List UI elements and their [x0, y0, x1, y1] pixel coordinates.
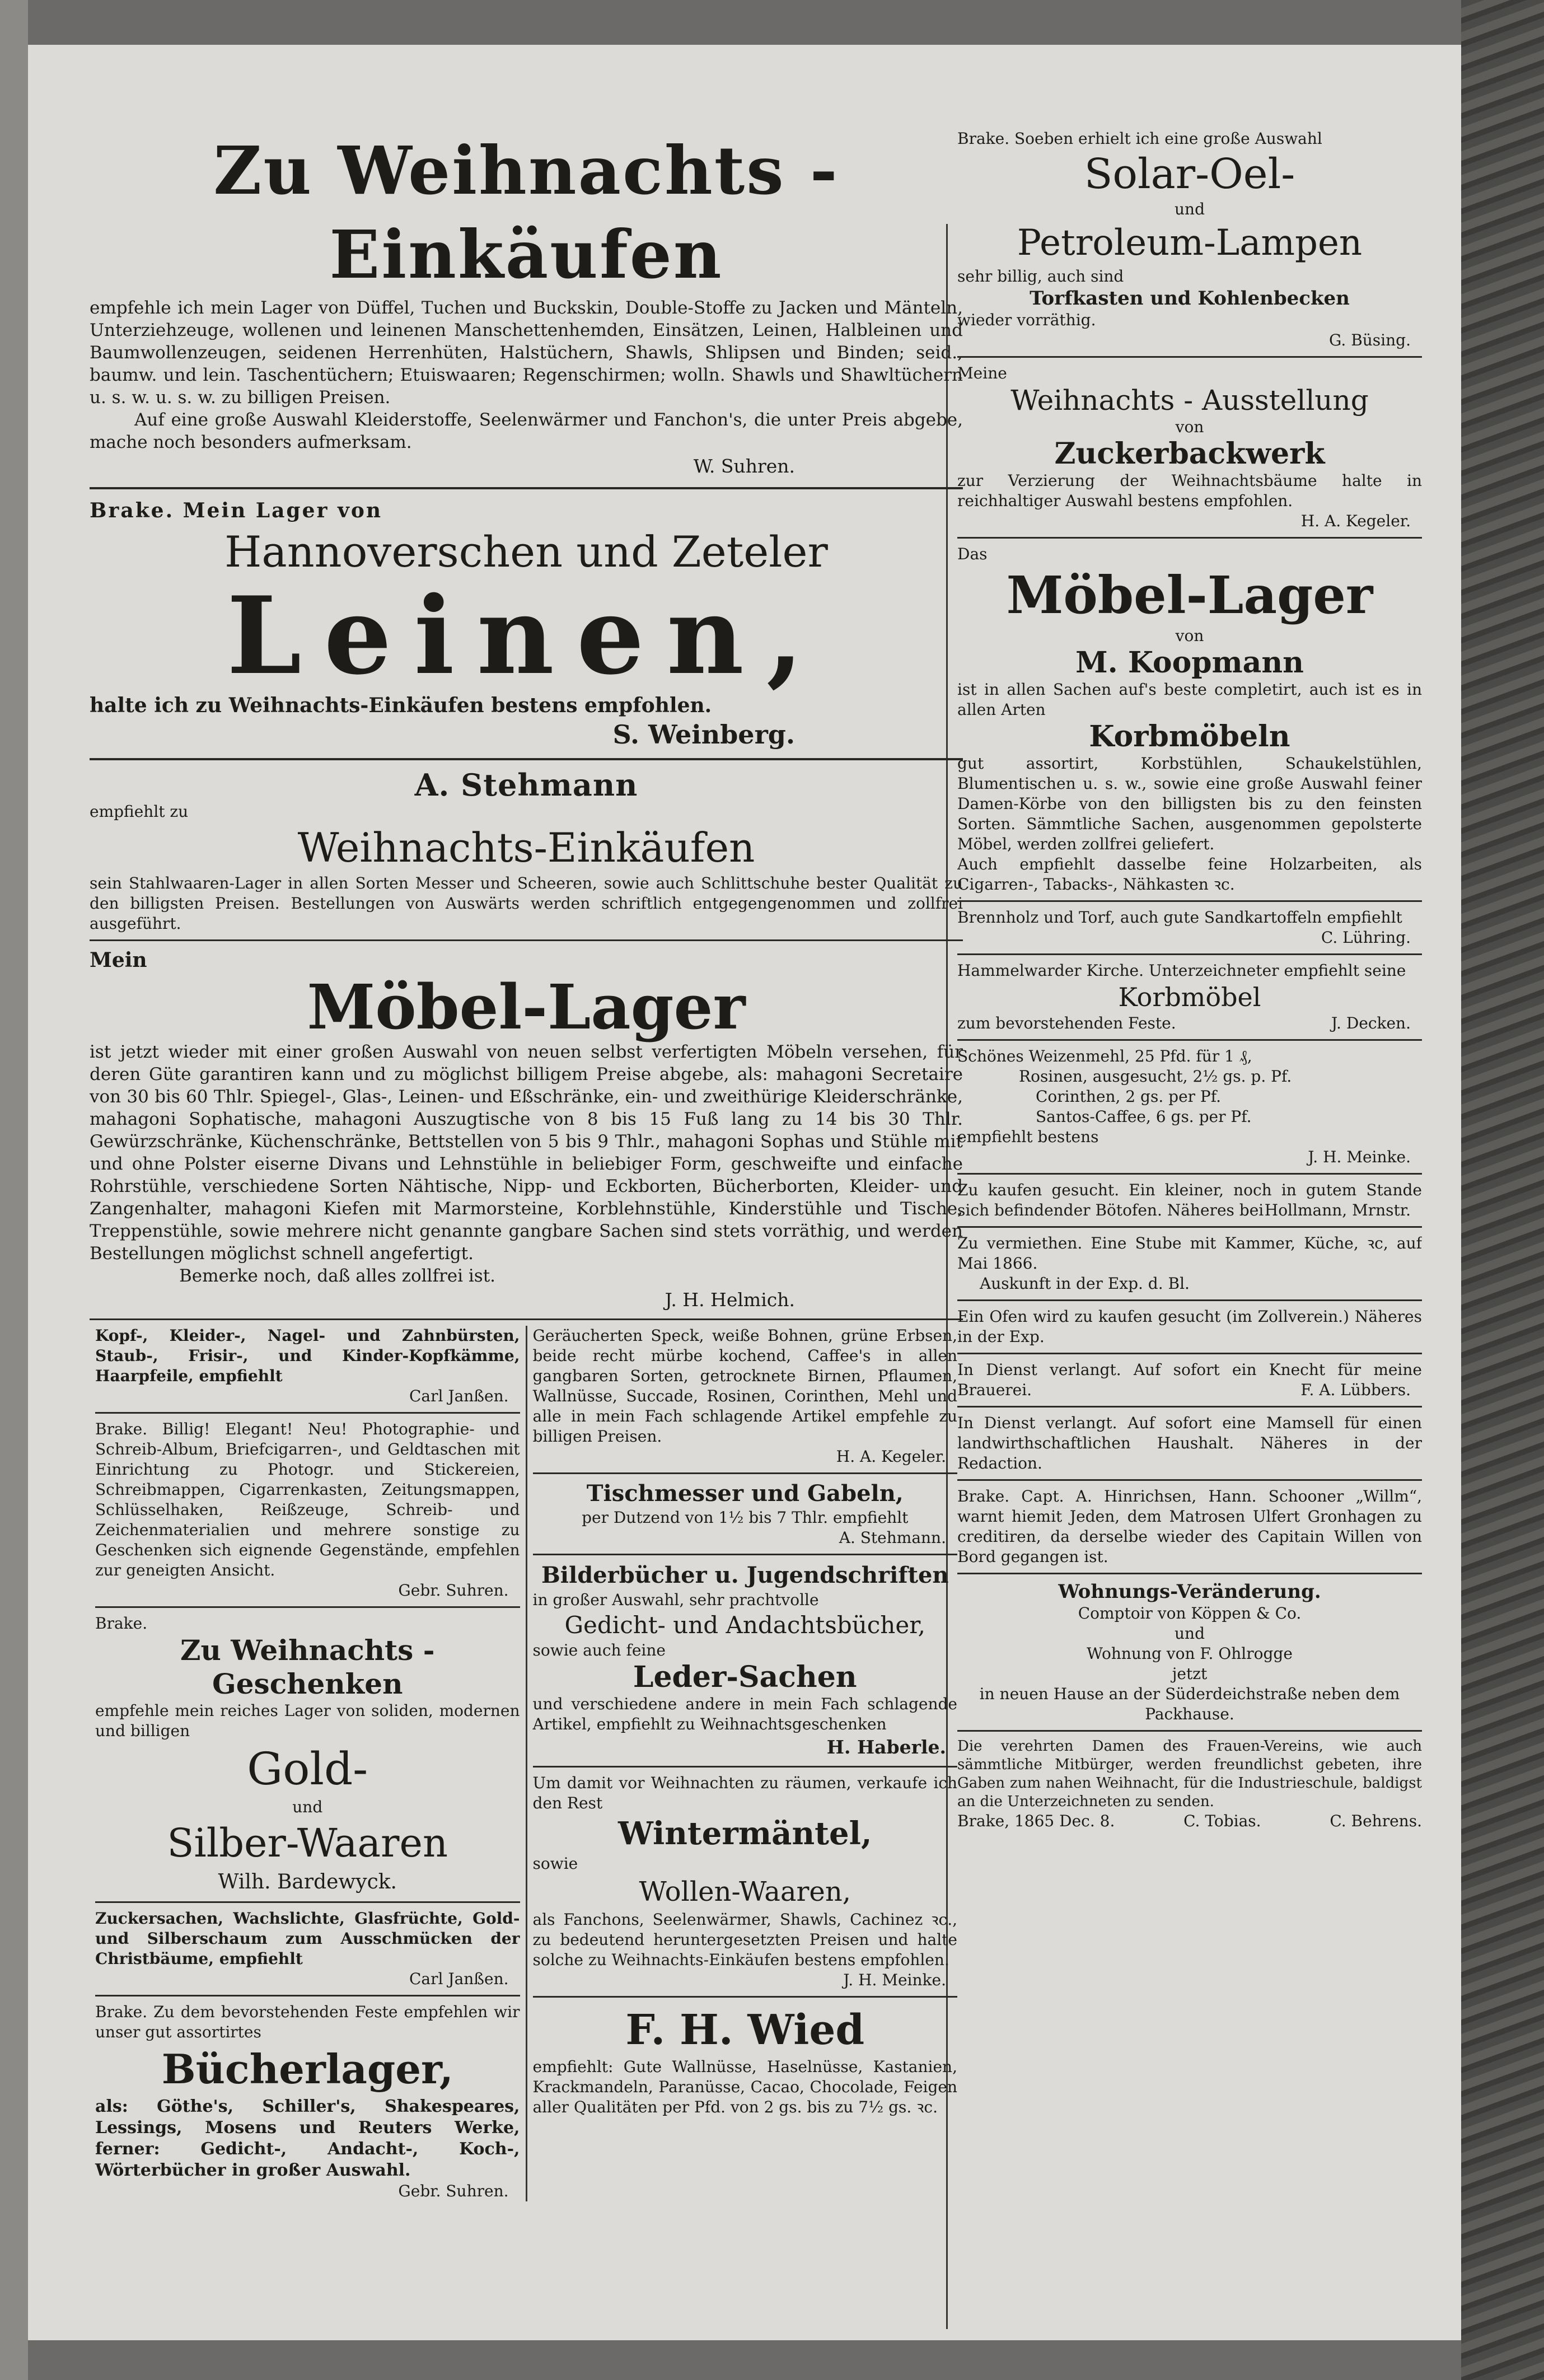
ad-christbaum — [95, 1909, 520, 1989]
ad-line-2: Wohnung von F. Ohlrogge — [1087, 1644, 1293, 1663]
divider — [957, 1406, 1422, 1408]
ad-signature: C. Lühring. — [1321, 928, 1411, 947]
ad-weizenmehl — [957, 1046, 1422, 1167]
ad-stehmann — [90, 768, 963, 934]
ad-body: in neuen Hause an der Süderdeichstraße neben dem Packhause. — [979, 1685, 1400, 1723]
ad-body: Brennholz und Torf, auch gute Sandkartoffeln empfiehlt — [957, 908, 1402, 927]
ad-heading: Korbmöbel — [1118, 982, 1261, 1012]
ad-body: per Dutzend von 1½ bis 7 Thlr. empfiehlt — [582, 1508, 909, 1527]
ad-body: In Dienst verlangt. Auf sofort eine Mamsell für einen landwirthschaftlichen Haushalt. Näheres in der Redaction. — [957, 1414, 1422, 1472]
ad-warnung — [957, 1486, 1422, 1567]
ad-wohnung — [957, 1580, 1422, 1724]
ad-body: empfiehlt: Gute Wallnüsse, Haselnüsse, Kastanien, Krackmandeln, Paranüsse, Cacao, Chocolade, Feigen aller Qualitäten per Pfd. von 2 gs. bis zu 7½ gs. ꝛc. — [532, 2058, 957, 2116]
right-column — [957, 129, 1422, 2301]
ad-signature: Carl Janßen. — [409, 1970, 509, 1988]
ad-body: Die verehrten Damen des Frauen-Vereins, wie auch sämmtliche Mitbürger, werden freundlichst gebeten, ihre Gaben zum nahen Weihnacht, für die Industrieschule, baldigst an die Unterzeichneten zu senden. — [957, 1738, 1422, 1810]
ad-frauen-verein — [957, 1737, 1422, 1831]
ad-und: und — [1175, 1624, 1205, 1643]
ad-name: M. Koopmann — [1075, 646, 1304, 680]
ad-wintermaentel — [533, 1773, 958, 1990]
ad-name: A. Stehmann — [414, 767, 638, 803]
ad-body-2: zum bevorstehenden Feste. — [957, 1014, 1176, 1032]
ad-signature-1: C. Tobias. — [1183, 1812, 1261, 1830]
ad-heading-2: Korbmöbeln — [1089, 719, 1290, 754]
ad-signature: Hollmann, Mrnstr. — [1264, 1201, 1411, 1219]
ad-jetzt: jetzt — [1172, 1664, 1208, 1683]
newspaper-page — [28, 45, 1461, 2340]
ad-title: Zu Weihnachts - Einkäufen — [213, 132, 839, 293]
ad-signature: S. Weinberg. — [612, 719, 795, 750]
ad-bilderbuecher — [533, 1561, 958, 1760]
ad-body: Kopf-, Kleider-, Nagel- und Zahnbürsten, Staub-, Frisir-, und Kinder-Kopfkämme, Haarpfeile, empfiehlt — [95, 1326, 520, 1385]
ad-body: Brake. Zu dem bevorstehenden Feste empfehlen wir unser gut assortirtes — [95, 2003, 520, 2041]
ad-intro: Meine — [957, 364, 1007, 382]
divider — [95, 1606, 520, 1608]
ad-knecht — [957, 1360, 1422, 1400]
ad-signature: Gebr. Suhren. — [398, 1581, 509, 1600]
ad-footer — [957, 1811, 1422, 1831]
divider — [90, 939, 963, 941]
ad-signature: W. Suhren. — [693, 455, 795, 477]
ad-heading-2: Zuckerbackwerk — [1054, 437, 1325, 471]
ad-big-word: Leinen, — [227, 573, 826, 698]
ad-brennholz — [957, 908, 1422, 948]
ad-line-2: Rosinen, ausgesucht, 2½ gs. p. Pf. — [1019, 1067, 1292, 1086]
ad-signature: Carl Janßen. — [409, 1387, 509, 1405]
ad-wied — [533, 2003, 958, 2117]
ad-signature: J. H. Helmich. — [665, 1289, 795, 1311]
divider — [95, 1995, 520, 1996]
divider — [957, 1299, 1422, 1301]
ad-intro: empfiehlt zu — [90, 802, 189, 821]
ad-intro: Mein — [90, 948, 147, 972]
ad-kolonialwaren — [533, 1326, 958, 1467]
divider — [533, 1766, 958, 1768]
ad-signature: F. A. Lübbers. — [1300, 1381, 1411, 1399]
ad-signature: G. Büsing. — [1329, 331, 1411, 349]
ad-lampen — [957, 129, 1422, 350]
divider — [533, 1472, 958, 1474]
ad-body: zur Verzierung der Weihnachtsbäume halte in reichhaltiger Auswahl bestens empfohlen. — [957, 471, 1422, 510]
ad-helmich-moebel — [90, 947, 963, 1313]
ad-heading: Zu Weihnachts -Geschenken — [180, 1634, 435, 1700]
ad-body-2: als Fanchons, Seelenwärmer, Shawls, Cachinez ꝛc., zu bedeutend heruntergesetzten Preisen und halte solche zu Weihnachts-Einkäufen bestens empfohlen. — [532, 1910, 957, 1969]
ad-signature: J. H. Meinke. — [843, 1971, 946, 1989]
small-ads-right — [526, 1326, 963, 2201]
ad-intro: Brake. Mein Lager von — [90, 499, 383, 522]
ad-weihnachts-einkaeufen — [90, 129, 963, 479]
ad-body: Ein Ofen wird zu kaufen gesucht (im Zollverein.) Näheres in der Exp. — [957, 1307, 1422, 1346]
ad-body: sein Stahlwaaren-Lager in allen Sorten Messer und Scheeren, sowie auch Schlittschuhe bester Qualität zu den billigsten Preisen. Bestellungen von Auswärts werden schriftlich entgegengenommen und zollfrei ausgeführt. — [90, 874, 963, 933]
ad-body: ist jetzt wieder mit einer großen Auswahl von neuen selbst verfertigten Möbeln versehen, für deren Güte garantiren kann und zu möglichst billigem Preise abgebe, als: mahagoni Secretaire von 30 bis 60 Thlr. Spiegel-, Glas-, Leinen- und Eßschränke, ein- und zweithürige Kleiderschränke, mahagoni Sophatische, mahagoni Auszugtische von 8 bis 15 Fuß lang zu 14 bis 30 Thlr. Gewürzschränke, Küchenschränke, Bettstellen von 5 bis 9 Thlr., mahagoni Sophas und Stühle mit und ohne Polster eiserne Divans und Lehnstühle in beliebiger Form, geschweifte und einfache Rohrstühle, verschiedene Sorten Nähtische, Nipp- und Eckborten, Bücherborten, Kleider- und Zangenhalter, mahagoni Kiefen mit Marmorsteine, Korblehnstühle, Kinderstühle und Tische, Treppenstühle, sowie mehrere nicht genannte gangbare Sachen sind stets vorräthig, und werden Bestellungen möglichst schnell angefertigt. — [90, 1042, 963, 1264]
ad-date: Brake, 1865 Dec. 8. — [957, 1812, 1115, 1830]
divider — [533, 1554, 958, 1555]
ad-signature: Wilh. Bardewyck. — [218, 1871, 397, 1893]
ad-album — [95, 1419, 520, 1601]
ad-line-3: Corinthen, 2 gs. per Pf. — [1036, 1087, 1222, 1106]
ad-body: Zuckersachen, Wachslichte, Glasfrüchte, Gold- und Silberschaum zum Ausschmücken der Christbäume, empfiehlt — [95, 1909, 520, 1968]
divider — [95, 1412, 520, 1414]
divider — [957, 1353, 1422, 1354]
ad-heading-2: Wollen-Waaren, — [639, 1876, 851, 1907]
ad-body: sehr billig, auch sind — [957, 267, 1124, 286]
ad-body: halte ich zu Weihnachts-Einkäufen bestens empfohlen. — [90, 694, 712, 717]
ad-line-1: Comptoir von Köppen & Co. — [1078, 1604, 1302, 1622]
ad-heading: Möbel-Lager — [1006, 565, 1373, 625]
ad-body-2: wieder vorräthig. — [957, 311, 1096, 329]
ad-buersten — [95, 1326, 520, 1406]
divider — [90, 758, 963, 760]
divider — [957, 900, 1422, 902]
ad-von: von — [1175, 418, 1204, 436]
divider — [957, 1039, 1422, 1041]
ad-ofen — [957, 1307, 1422, 1347]
divider — [90, 487, 963, 489]
ad-line-1: Schönes Weizenmehl, 25 Pfd. für 1 ₰, — [957, 1047, 1252, 1065]
ad-zu-kaufen-gesucht — [957, 1180, 1422, 1221]
ad-line-4: Santos-Caffee, 6 gs. per Pf. — [1036, 1107, 1252, 1126]
ad-body: Hammelwarder Kirche. Unterzeichneter empfiehlt seine — [957, 961, 1406, 980]
ad-sowie: sowie — [532, 1854, 578, 1873]
ad-heading: Bücherlager, — [161, 2045, 453, 2093]
ad-body-2: gut assortirt, Korbstühlen, Schaukelstühlen, Blumentischen u. s. w., sowie eine große Auswahl feiner Damen-Körbe von den billigsten bis zu den feinsten Sorten. Sämmtliche Sachen, ausgenommen gepolsterte Möbel, werden zollfrei geliefert. — [957, 754, 1422, 853]
ad-heading: Wohnungs-Veränderung. — [1058, 1581, 1321, 1603]
ad-intro: Das — [957, 545, 988, 563]
ad-und: und — [1175, 200, 1205, 218]
ad-von: von — [1175, 626, 1204, 645]
ad-signature: J. H. Meinke. — [1308, 1148, 1411, 1166]
ad-subheading: Gedicht- und Andachtsbücher, — [564, 1611, 926, 1639]
divider — [957, 1479, 1422, 1481]
ad-heading: Hannoverschen und Zeteler — [224, 527, 828, 577]
small-ads-grid — [90, 1326, 963, 2201]
ad-heading: Weihnachts-Einkäufen — [297, 824, 755, 871]
divider — [957, 356, 1422, 358]
ad-heading: Bilderbücher u. Jugendschriften — [541, 1562, 949, 1588]
divider — [957, 1573, 1422, 1574]
ad-mamsell — [957, 1413, 1422, 1474]
ad-signature: H. A. Kegeler. — [1300, 512, 1411, 530]
ad-signature: A. Stehmann. — [839, 1528, 946, 1547]
ad-body: Zu vermiethen. Eine Stube mit Kammer, Küche, ꝛc, auf Mai 1866. — [957, 1234, 1422, 1273]
divider — [533, 1996, 958, 1998]
divider — [95, 1901, 520, 1903]
ad-zuckerbackwerk — [957, 363, 1422, 531]
ad-body: Zu kaufen gesucht. Ein kleiner, noch in gutem Stande sich befindender Bötofen. Näheres bei — [957, 1181, 1422, 1219]
ad-body-2: als: Göthe's, Schiller's, Shakespeares, Lessings, Mosens und Reuters Werke, ferner: Gedicht-, Andacht-, Koch-, Wörterbücher in großer Auswahl. — [95, 2097, 520, 2180]
divider — [90, 1318, 963, 1320]
ad-note: Bemerke noch, daß alles zollfrei ist. — [179, 1266, 496, 1286]
ad-heading: Wintermäntel, — [618, 1815, 872, 1852]
ad-body: Um damit vor Weihnachten zu räumen, verkaufe ich den Rest — [532, 1774, 957, 1812]
left-column — [90, 129, 963, 2301]
ad-heading: Möbel-Lager — [307, 971, 746, 1043]
ad-body: empfehle ich mein Lager von Düffel, Tuchen und Buckskin, Double-Stoffe zu Jacken und Mänteln, Unterziehzeuge, wollenen und leinenen Manschettenhemden, Einsätzen, Leinen, Halbleinen und Baumwollenzeugen, seidenen Herrenhüten, Halstüchern, Shawls, Shlipsen und Binden; seid., baumw. und lein. Taschentüchern; Etuiswaaren; Regenschirmen; wolln. Shawls und Shawltüchern u. s. w. u. s. w. zu billigen Preisen. — [90, 298, 963, 408]
ad-bold: Torfkasten und Kohlenbecken — [1030, 287, 1350, 310]
ad-body: Geräucherten Speck, weiße Bohnen, grüne Erbsen, beide recht mürbe kochend, Caffee's in allen gangbaren Sorten, getrocknete Birnen, Pflaumen, Wallnüsse, Succade, Rosinen, Corinthen, Mehl und alle in mein Fach schlagende Artikel empfehle zu billigen Preisen. — [532, 1326, 957, 1446]
divider — [957, 1730, 1422, 1732]
divider — [957, 537, 1422, 539]
ad-signature-2: C. Behrens. — [1330, 1812, 1422, 1830]
ad-intro: Brake. — [95, 1614, 148, 1633]
ad-buecherlager — [95, 2002, 520, 2201]
ad-signature: H. A. Kegeler. — [836, 1447, 946, 1466]
ad-heading: Solar-Oel- — [1084, 150, 1295, 198]
ad-heading: Weihnachts - Ausstellung — [1010, 384, 1369, 417]
ad-intro: Brake. Soeben erhielt ich eine große Auswahl — [957, 129, 1322, 148]
ad-body-3: Auch empfiehlt dasselbe feine Holzarbeiten, als Cigarren-, Tabacks-, Nähkasten ꝛc. — [957, 855, 1422, 894]
ad-koopmann — [957, 544, 1422, 895]
ad-signature: Gebr. Suhren. — [398, 2182, 509, 2200]
ad-silber: Silber-Waaren — [167, 1820, 448, 1866]
ad-gold: Gold- — [247, 1743, 368, 1795]
ad-heading: Tischmesser und Gabeln, — [586, 1480, 904, 1507]
ad-body-2: Auf eine große Auswahl Kleiderstoffe, Seelenwärmer und Fanchon's, die unter Preis abgebe, mache noch besonders aufmerksam. — [90, 410, 963, 452]
ad-heading-2: Leder-Sachen — [633, 1660, 857, 1694]
ad-und: und — [292, 1798, 323, 1816]
ad-heading: F. H. Wied — [625, 2006, 865, 2054]
ad-heading-2: Petroleum-Lampen — [1017, 222, 1363, 264]
ad-signature: J. Decken. — [1331, 1014, 1411, 1032]
ad-body: ist in allen Sachen auf's beste completirt, auch ist es in allen Arten — [957, 680, 1422, 719]
ad-body-2: sowie auch feine — [532, 1641, 666, 1659]
small-ads-left — [90, 1326, 526, 2201]
ad-gold-silber — [95, 1614, 520, 1896]
ad-body: Brake. Billig! Elegant! Neu! Photographie- und Schreib-Album, Briefcigarren-, und Geldtaschen mit Einrichtung zu Photogr. und Stickereien, Schreibmappen, Cigarrenkasten, Zeitungsmappen, Schlüsselhaken, Reißzeuge, Schreib- und Zeichenmaterialien und mehrere sonstige zu Geschenken sich eignende Gegenstände, empfehlen zur geneigten Ansicht. — [95, 1420, 520, 1579]
ad-korbmoebel — [957, 961, 1422, 1034]
ad-body: In Dienst verlangt. Auf sofort ein Knecht für meine Brauerei. — [957, 1360, 1422, 1399]
ad-body-2: Auskunft in der Exp. d. Bl. — [980, 1274, 1190, 1293]
ad-line-5: empfiehlt bestens — [957, 1128, 1099, 1146]
ad-body-3: und verschiedene andere in mein Fach schlagende Artikel, empfiehlt zu Weihnachtsgeschenken — [532, 1695, 957, 1733]
book-binding — [1461, 0, 1544, 2380]
ad-tischmesser — [533, 1480, 958, 1548]
ad-body: empfehle mein reiches Lager von soliden, modernen und billigen — [95, 1701, 520, 1740]
divider — [957, 1173, 1422, 1175]
ad-body: Brake. Capt. A. Hinrichsen, Hann. Schooner „Willm“, warnt hiemit Jeden, dem Matrosen Ulfert Gronhagen zu creditiren, da derselbe wieder des Capitain Willen von Bord gegangen ist. — [957, 1487, 1422, 1566]
ad-body: in großer Auswahl, sehr prachtvolle — [532, 1591, 819, 1609]
ad-signature: H. Haberle. — [826, 1736, 946, 1758]
divider — [957, 1226, 1422, 1228]
ad-zu-vermiethen — [957, 1233, 1422, 1294]
ad-leinen — [90, 497, 963, 750]
page-spine — [0, 0, 28, 2380]
divider — [957, 953, 1422, 955]
